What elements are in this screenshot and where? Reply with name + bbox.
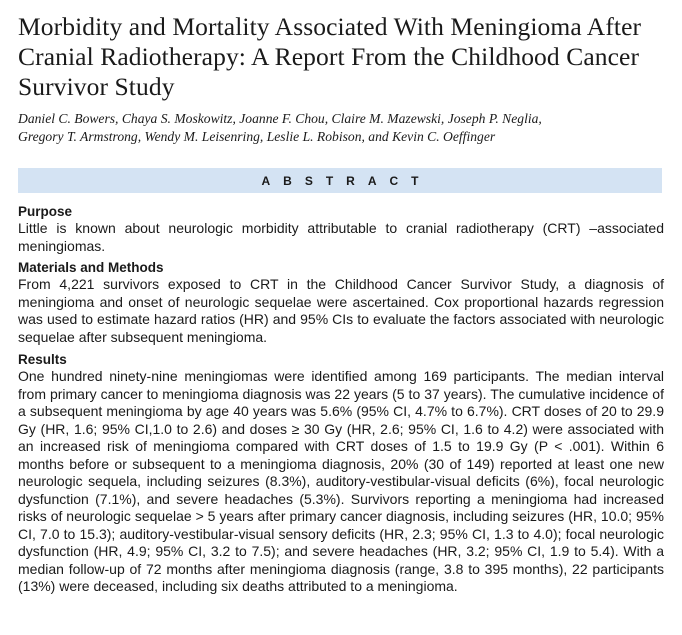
purpose-section bbox=[18, 204, 664, 255]
abstract-banner bbox=[18, 168, 662, 193]
article-page bbox=[18, 12, 664, 596]
purpose-heading: Purpose bbox=[18, 204, 73, 219]
results-text: One hundred ninety-nine meningiomas were identified among 169 participants. The median interval from primary cancer to meningioma diagnosis was 22 years (5 to 37 years). The cumulative incidence of a subsequent meningioma by age 40 years was 5.6% (95% CI, 4.7% to 6.7%). CRT doses of 20 to 29.9 Gy (HR, 1.6; 95% CI,1.0 to 2.6) and doses ≥ 30 Gy (HR, 2.6; 95% CI, 1.6 to 4.2) were associated with an increased risk of meningioma compared with CRT doses of 1.5 to 19.9 Gy (P < .001). Within 6 months before or subsequent to a meningioma diagnosis, 20% (30 of 149) reported at least one new neurologic sequela, including seizures (8.3%), auditory-vestibular-visual deficits (6%), focal neurologic dysfunction (7.1%), and severe headaches (5.3%). Survivors reporting a meningioma had increased risks of neurologic sequelae > 5 years after primary cancer diagnosis, including seizures (HR, 10.0; 95% CI, 7.0 to 15.3); auditory-vestibular-visual sensory deficits (HR, 2.3; 95% CI, 1.3 to 4.0); focal neurologic dysfunction (HR, 4.9; 95% CI, 3.2 to 7.5); and severe headaches (HR, 3.2; 95% CI, 1.9 to 5.4). With a median follow-up of 72 months after meningioma diagnosis (range, 3.8 to 395 months), 22 participants (13%) were deceased, including six deaths attributed to a meningioma. bbox=[18, 368, 664, 594]
methods-section bbox=[18, 260, 664, 346]
results-section bbox=[18, 352, 664, 596]
article-title: Morbidity and Mortality Associated With Meningioma After Cranial Radiotherapy: A Report From the Childhood Cancer Survivor Study bbox=[18, 12, 642, 101]
results-heading: Results bbox=[18, 352, 67, 367]
author-line-2: Gregory T. Armstrong, Wendy M. Leisenring, Leslie L. Robison, and Kevin C. Oeffinger bbox=[18, 129, 496, 144]
abstract-heading: ABSTRACT bbox=[261, 173, 432, 188]
purpose-text: Little is known about neurologic morbidity attributable to cranial radiotherapy (CRT) –associated meningiomas. bbox=[18, 220, 664, 254]
author-list bbox=[18, 110, 664, 146]
author-line-1: Daniel C. Bowers, Chaya S. Moskowitz, Joanne F. Chou, Claire M. Mazewski, Joseph P. Neglia, bbox=[18, 111, 542, 126]
methods-heading: Materials and Methods bbox=[18, 260, 164, 275]
methods-text: From 4,221 survivors exposed to CRT in the Childhood Cancer Survivor Study, a diagnosis of meningioma and onset of neurologic sequelae were ascertained. Cox proportional hazards regression was used to estimate hazard ratios (HR) and 95% CIs to evaluate the factors associated with neurologic sequelae after subsequent meningioma. bbox=[18, 276, 664, 345]
